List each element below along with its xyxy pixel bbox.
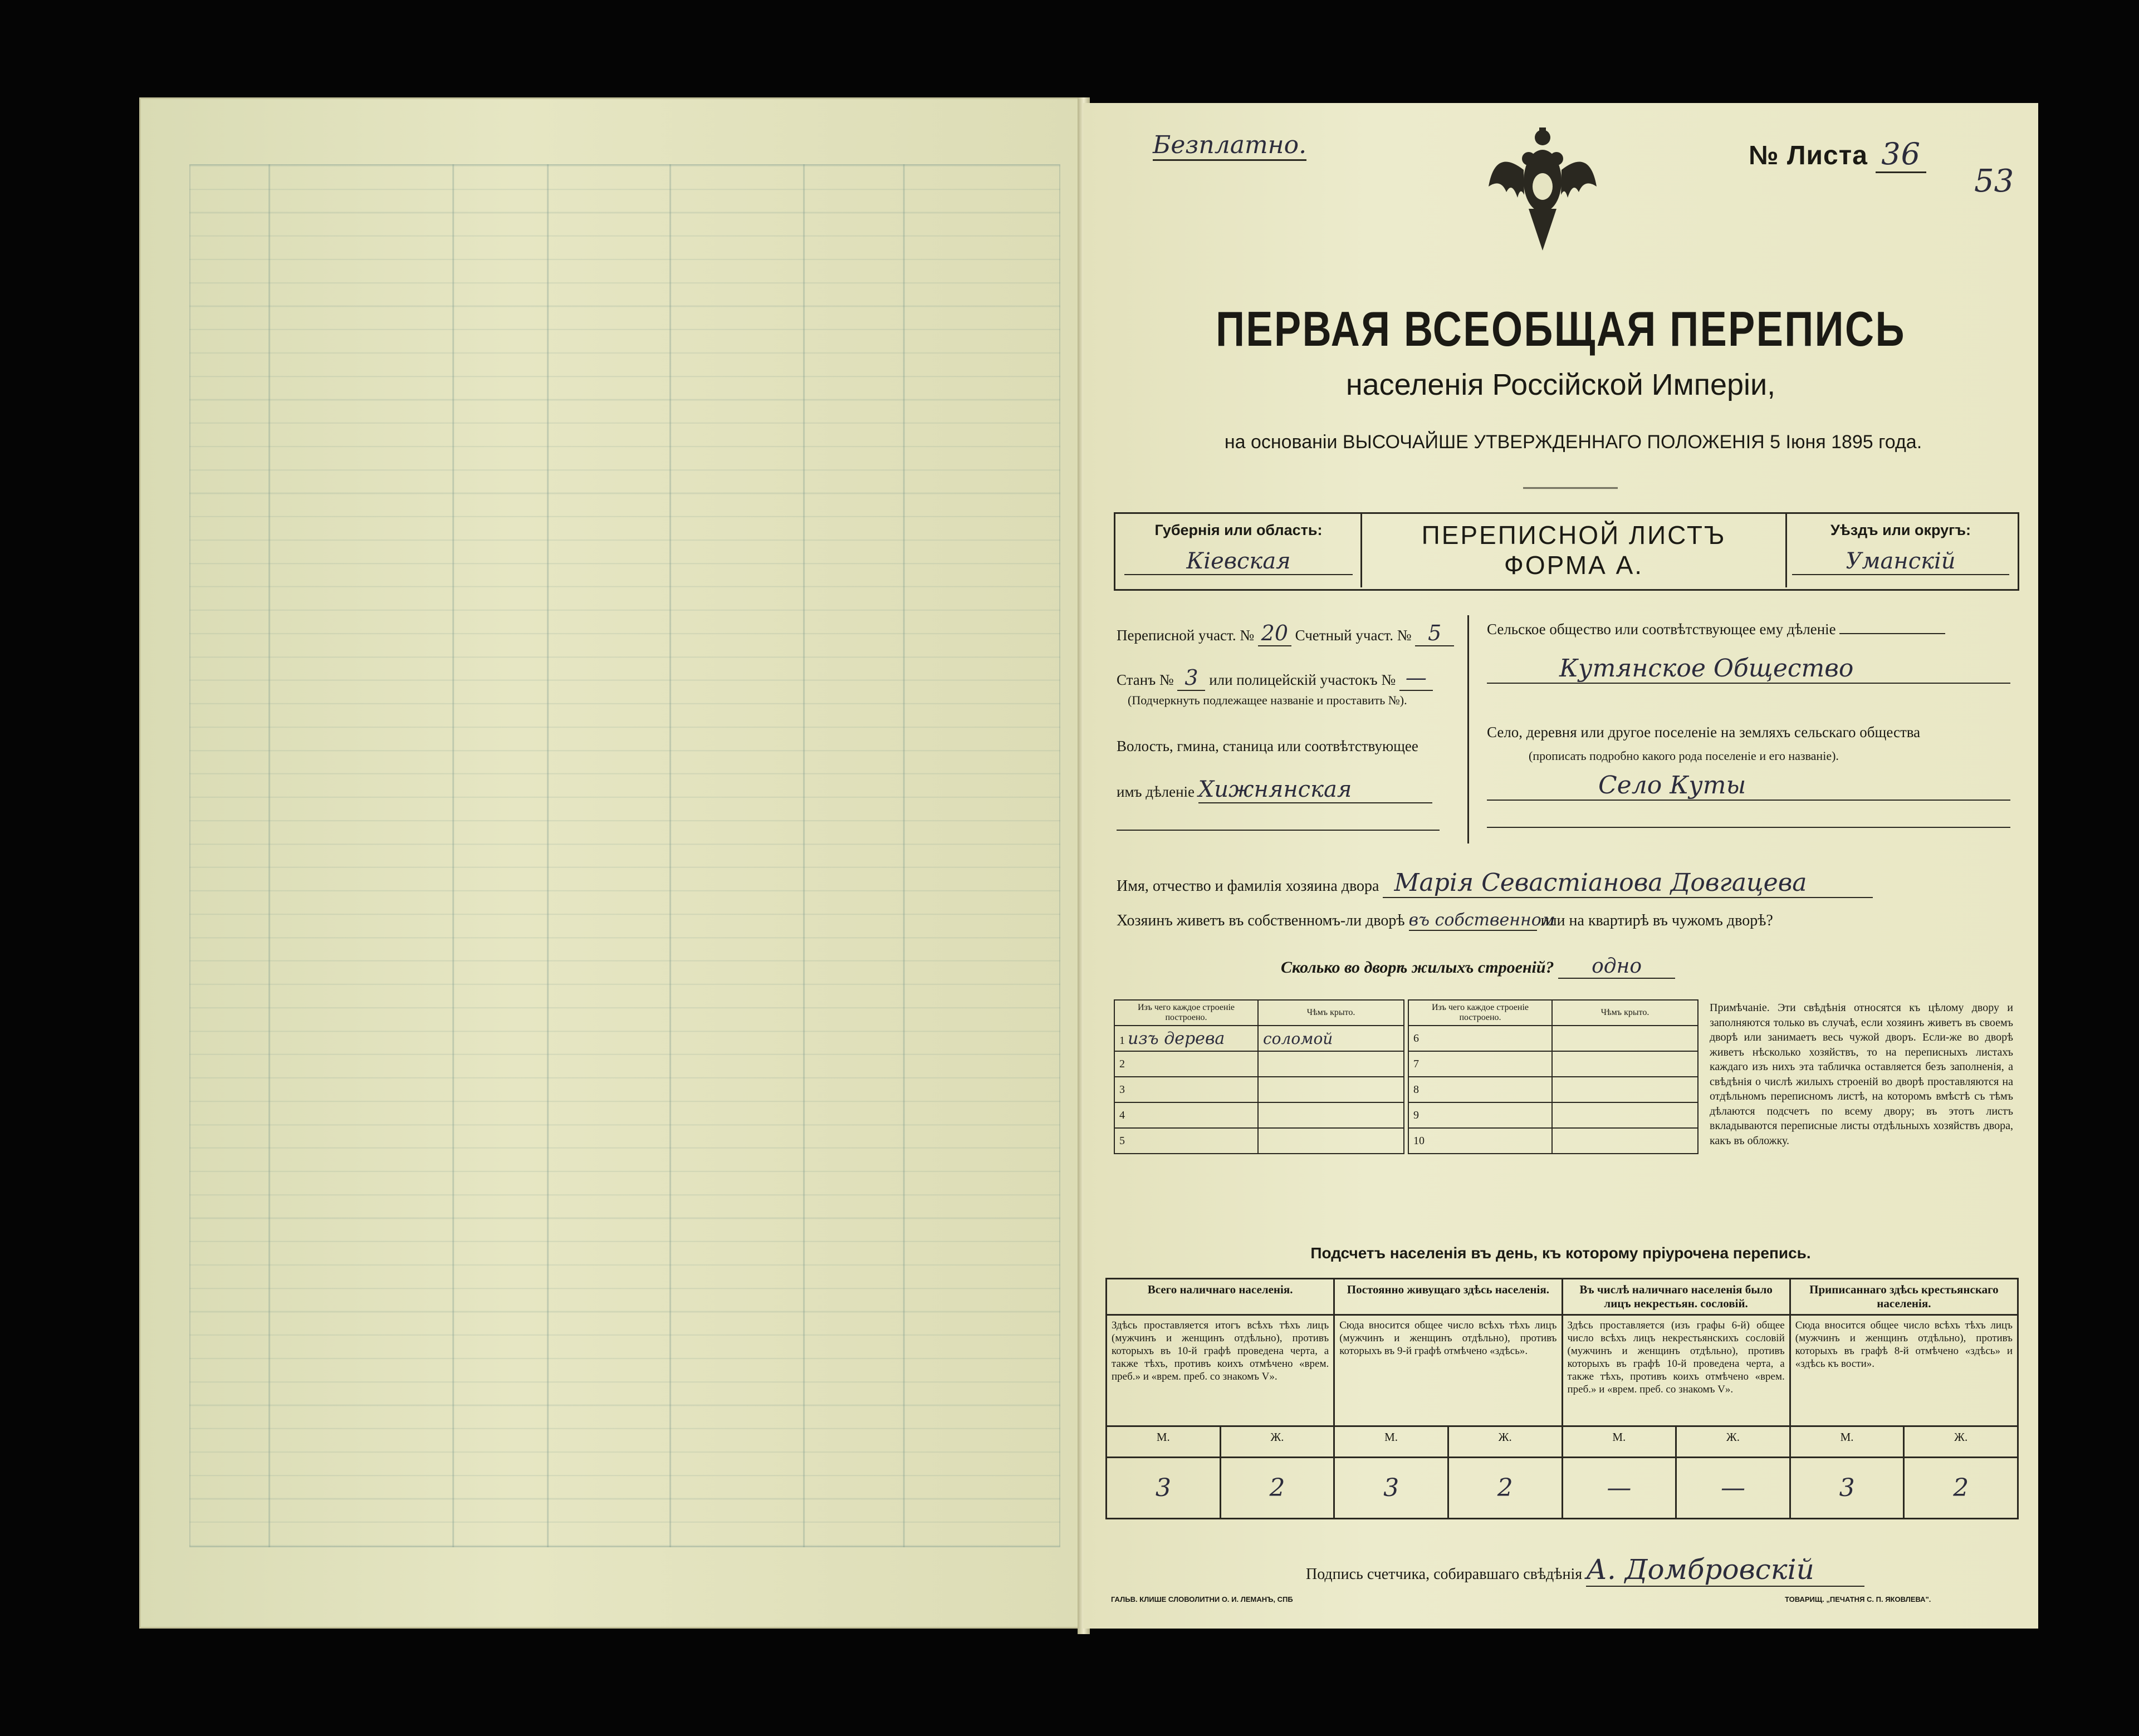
count-district-label: Счетный участ. №: [1295, 627, 1412, 644]
volost-label: Волость, гмина, станица или соотвѣтствующее: [1117, 738, 1418, 754]
footer-printer-left: ГАЛЬВ. КЛИШЕ СЛОВОЛИТНИ О. И. ЛЕМАНЪ, СПБ: [1111, 1595, 1293, 1603]
residence-value: въ собственном: [1408, 910, 1555, 930]
village-instruction: (прописать подробно какого рода поселеніе и его названіе).: [1529, 749, 1839, 763]
buildings-note: Примѣчаніе. Эти свѣдѣнія относятся къ цѣлому двору и заполняются только въ случаѣ, если хозяинъ живетъ въ своемъ дворѣ или занимаетъ весь чужой дворъ. Если-же во дворѣ живетъ нѣсколько хозяйствъ, то на переписныхъ листахъ каждаго изъ нихъ эта табличка оставляется безъ заполненія, а свѣдѣнія о числѣ жилыхъ строеній во дворѣ проставляются на отдѣльномъ переписномъ листѣ, на которомъ вмѣстѣ съ тѣмъ дѣлаются подсчетъ по всему двору; въ этотъ листъ вкладываются переписные листы отдѣльныхъ хозяйствъ двора, какъ въ обложку.: [1710, 1002, 2013, 1147]
underline-instruction: (Подчеркнуть подлежащее названіе и проставить №).: [1128, 693, 1407, 707]
female-label: Ж.: [1676, 1426, 1790, 1458]
count-col-desc: Сюда вносится общее число всѣхъ тѣхъ лицъ (мужчинъ и женщинъ отдѣльно), противъ которыхъ въ 9-й графѣ отмѣчено «здѣсь».: [1334, 1315, 1562, 1426]
society-row: [1487, 621, 1945, 638]
count-value: 2: [1904, 1458, 2018, 1519]
owner-value: Марія Севастіанова Довгацева: [1383, 869, 1873, 898]
buildings-col-material-2: Изъ чего каждое строеніе построено.: [1408, 1000, 1552, 1026]
village-extra-line: [1487, 827, 2010, 828]
table-row: [1114, 1051, 1404, 1077]
buildings-count-row: [1281, 955, 1675, 979]
signature-row: [1306, 1553, 1864, 1587]
form-header-box: [1114, 512, 2019, 591]
count-value: 3: [1790, 1458, 1904, 1519]
row-number: 7: [1408, 1051, 1552, 1077]
female-label: Ж.: [1448, 1426, 1562, 1458]
sheet-number-label: № Листа: [1749, 141, 1868, 170]
column-divider: [1467, 615, 1469, 844]
row-number: 5: [1114, 1128, 1258, 1154]
male-label: М.: [1107, 1426, 1221, 1458]
village-value: Село Куты: [1487, 771, 2010, 801]
row-number: 8: [1408, 1077, 1552, 1102]
volost-extra-line: [1117, 830, 1440, 831]
count-col-title: Всего наличнаго населенія.: [1107, 1279, 1334, 1315]
buildings-col-roof: Чѣмъ крыто.: [1258, 1000, 1404, 1026]
count-heading: Подсчетъ населенія въ день, къ которому пріурочена перепись.: [1310, 1244, 1811, 1262]
sheet-number-value: 36: [1876, 136, 1926, 173]
building-material: изъ дерева: [1128, 1028, 1225, 1048]
owner-row: [1117, 869, 1873, 898]
signature-value: А. Домбровскій: [1586, 1553, 1864, 1587]
free-label: Безплатно.: [1153, 131, 1306, 161]
building-roof: соломой: [1258, 1026, 1404, 1051]
imperial-eagle-emblem: [1484, 125, 1601, 259]
count-col-title: Постоянно живущаго здѣсь населенія.: [1334, 1279, 1562, 1315]
table-row: [1408, 1051, 1698, 1077]
county-value: Уманскій: [1792, 548, 2009, 575]
census-subtitle: населенія Россійской Имперіи,: [1345, 368, 1776, 401]
table-row: [1408, 1077, 1698, 1102]
count-col-title: Приписаннаго здѣсь крестьянскаго населенія.: [1790, 1279, 2018, 1315]
row-number: 2: [1114, 1051, 1258, 1077]
census-form-page: [1083, 103, 2038, 1629]
province-value: Кіевская: [1124, 548, 1353, 575]
residence-label-2: или на квартирѣ въ чужомъ дворѣ?: [1540, 912, 1773, 929]
row-number: 6: [1408, 1026, 1552, 1051]
county-label: Уѣздъ или округъ:: [1830, 522, 1971, 538]
count-value: 3: [1334, 1458, 1448, 1519]
count-col-title: Въ числѣ наличнаго населенія было лицъ некрестьян. сословій.: [1562, 1279, 1790, 1315]
sheet-number-block: [1749, 136, 1926, 171]
form-name: ФОРМА А.: [1504, 551, 1644, 580]
signature-label: Подпись счетчика, собиравшаго свѣдѣнія: [1306, 1566, 1583, 1583]
male-label: М.: [1790, 1426, 1904, 1458]
buildings-count-label: Сколько во дворѣ жилыхъ строеній?: [1281, 958, 1554, 977]
form-sheet-title: ПЕРЕПИСНОЙ ЛИСТЪ: [1421, 521, 1726, 550]
buildings-count-value: одно: [1558, 955, 1675, 979]
title-divider: [1523, 487, 1618, 489]
left-page: [139, 97, 1086, 1629]
owner-label: Имя, отчество и фамилія хозяина двора: [1117, 877, 1379, 895]
count-col-desc: Здѣсь проставляется итогъ всѣхъ тѣхъ лицъ (мужчинъ и женщинъ отдѣльно), противъ которыхъ въ 10-й графѣ проведена черта, а также тѣхъ, противъ коихъ отмѣчено «врем. преб.» и «врем. преб. со знакомъ V».: [1107, 1315, 1334, 1426]
page-number: 53: [1974, 163, 2014, 199]
buildings-col-roof-2: Чѣмъ крыто.: [1552, 1000, 1698, 1026]
society-label: Сельское общество или соотвѣтствующее ему дѣленіе: [1487, 621, 1836, 637]
census-district-label: Переписной участ. №: [1117, 627, 1255, 644]
count-value: 3: [1107, 1458, 1221, 1519]
residence-row: [1117, 910, 1773, 931]
buildings-table-right: [1408, 999, 1699, 1154]
volost-label-2: имъ дѣленіе: [1117, 783, 1195, 800]
count-value: 2: [1220, 1458, 1334, 1519]
police-district-label: или полицейскій участокъ №: [1209, 671, 1396, 688]
row-number: 4: [1114, 1102, 1258, 1128]
district-row: [1117, 621, 1454, 646]
table-row: [1114, 1128, 1404, 1154]
row-number: 9: [1408, 1102, 1552, 1128]
stan-row: [1117, 665, 1433, 691]
count-value: —: [1562, 1458, 1676, 1519]
count-value: 2: [1448, 1458, 1562, 1519]
table-row: [1114, 1077, 1404, 1102]
count-value: —: [1676, 1458, 1790, 1519]
table-row: [1114, 1102, 1404, 1128]
village-label: Село, деревня или другое поселеніе на земляхъ сельскаго общества: [1487, 724, 1921, 741]
count-col-desc: Сюда вносится общее число всѣхъ тѣхъ лицъ (мужчинъ и женщинъ отдѣльно), противъ которыхъ въ графѣ 8-й отмѣчено «здѣсь» и «здѣсь къ вости».: [1790, 1315, 2018, 1426]
police-district-value: —: [1399, 665, 1433, 691]
stan-value: 3: [1177, 665, 1205, 691]
volost-value: Хижнянская: [1198, 777, 1432, 803]
buildings-table-left: [1114, 999, 1404, 1154]
census-district-value: 20: [1258, 621, 1291, 646]
female-label: Ж.: [1904, 1426, 2018, 1458]
table-row: [1408, 1128, 1698, 1154]
count-district-value: 5: [1415, 621, 1454, 646]
stan-label: Станъ №: [1117, 671, 1174, 688]
male-label: М.: [1334, 1426, 1448, 1458]
province-label: Губернія или область:: [1154, 522, 1323, 538]
table-row: [1114, 1026, 1404, 1051]
count-col-desc: Здѣсь проставляется (изъ графы 6-й) общее число всѣхъ лицъ некрестьянскихъ сословій (мужчинъ и женщинъ отдѣльно), противъ которыхъ въ графѣ 10-й проведена черта, а также тѣхъ, противъ коихъ отмѣчено «врем. преб.» и «врем. преб. со знакомъ V».: [1562, 1315, 1790, 1426]
left-page-ruled-table: [189, 164, 1060, 1547]
census-legal-basis: на основаніи ВЫСОЧАЙШЕ УТВЕРЖДЕННАГО ПОЛОЖЕНІЯ 5 Іюня 1895 года.: [1224, 431, 1922, 453]
volost-row: [1117, 777, 1432, 803]
buildings-col-material: Изъ чего каждое строеніе построено.: [1114, 1000, 1258, 1026]
male-label: М.: [1562, 1426, 1676, 1458]
census-title: ПЕРВАЯ ВСЕОБЩАЯ ПЕРЕПИСЬ: [1216, 301, 1906, 356]
row-number: 1: [1119, 1034, 1125, 1047]
residence-label: Хозяинъ живетъ въ собственномъ-ли дворѣ: [1117, 912, 1405, 929]
table-row: [1408, 1102, 1698, 1128]
society-value: Кутянское Общество: [1487, 654, 2010, 684]
table-row: [1408, 1026, 1698, 1051]
population-count-table: [1105, 1278, 2019, 1519]
footer-printer-right: ТОВАРИЩ. „ПЕЧАТНЯ С. П. ЯКОВЛЕВА".: [1785, 1595, 1931, 1603]
form-title-cell: [1360, 512, 1787, 587]
female-label: Ж.: [1220, 1426, 1334, 1458]
row-number: 3: [1114, 1077, 1258, 1102]
row-number: 10: [1408, 1128, 1552, 1154]
